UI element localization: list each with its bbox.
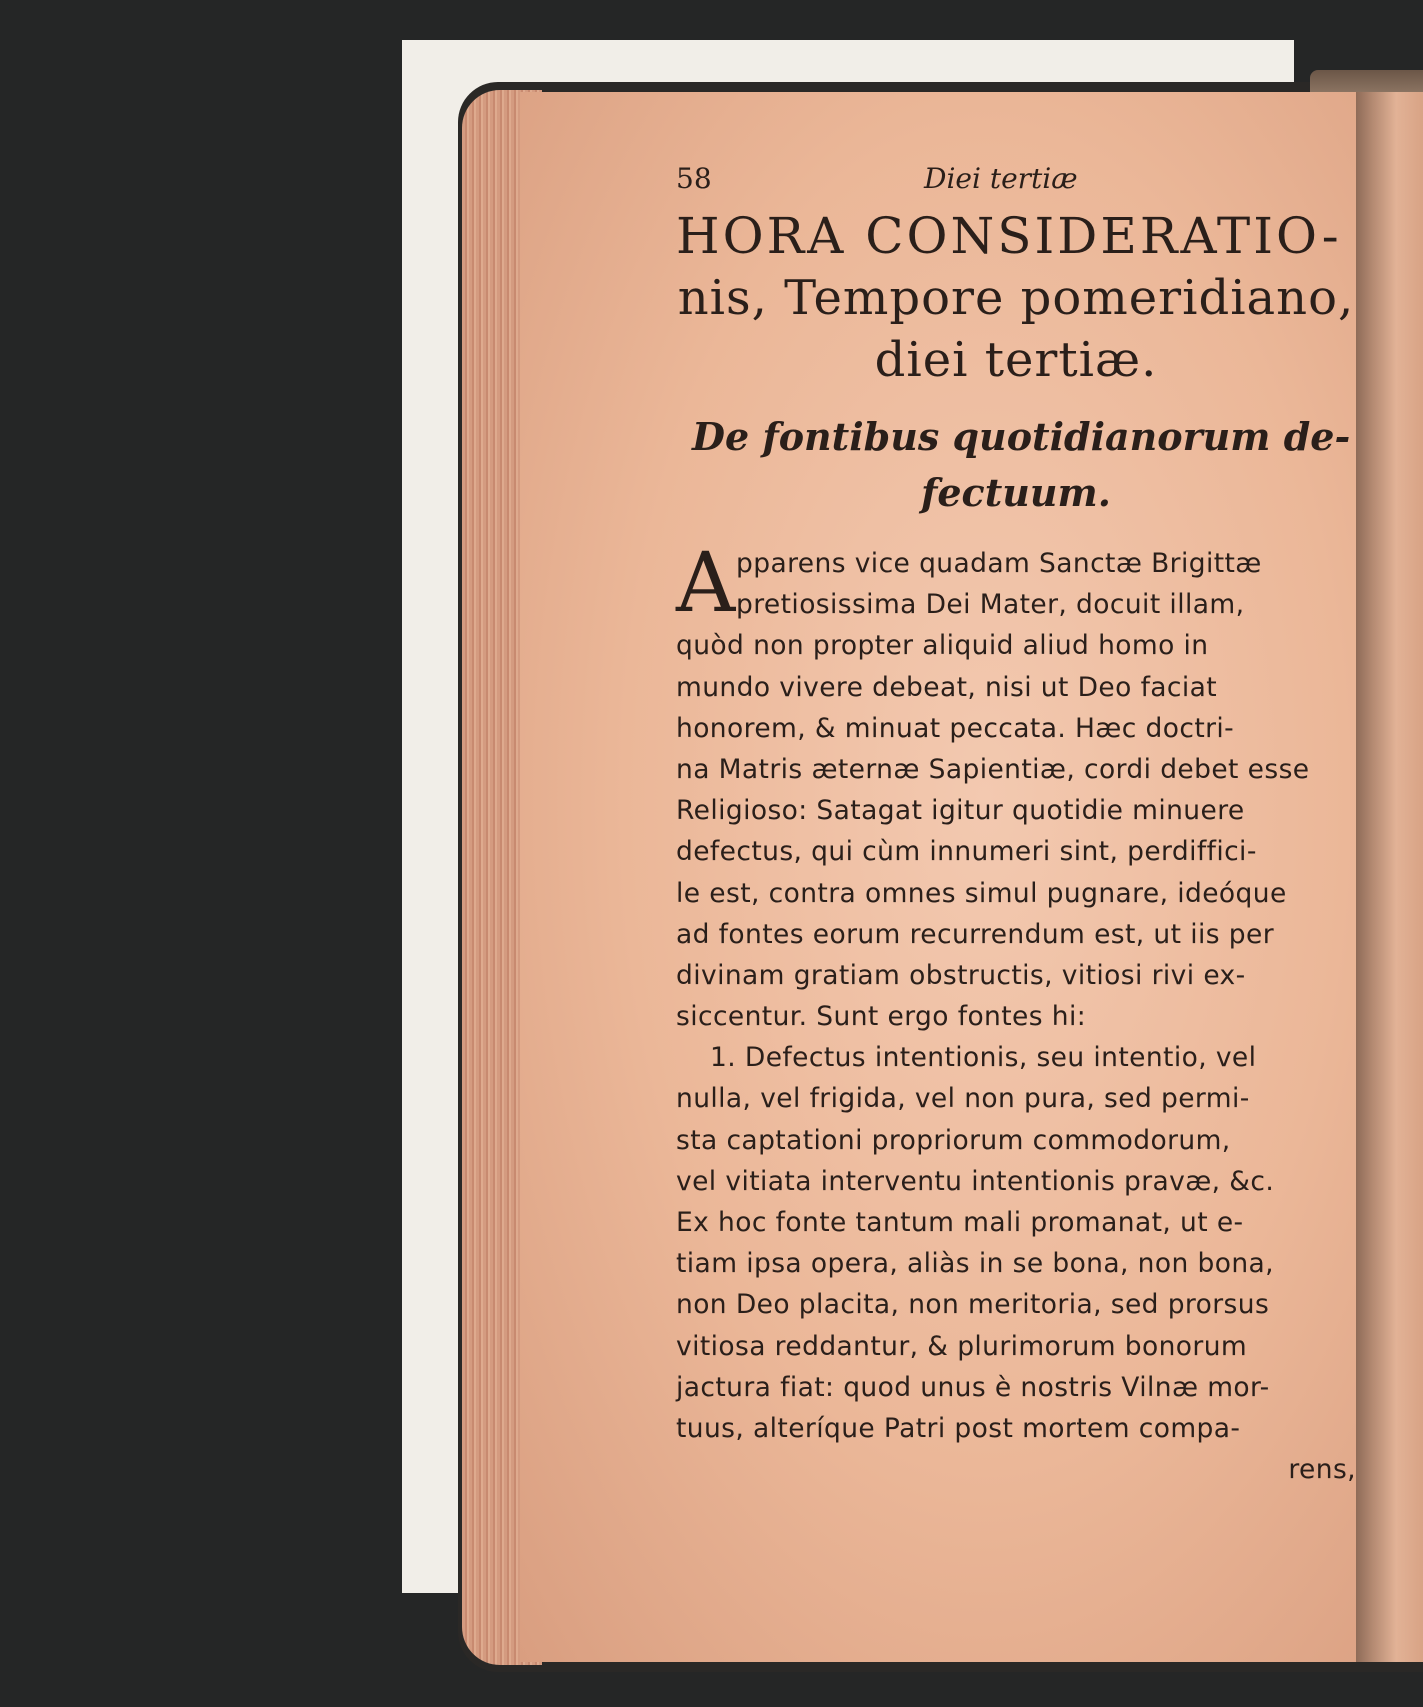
text-block bbox=[676, 150, 1356, 1490]
text-line: defectus, qui cùm innumeri sint, perdiffici- bbox=[676, 836, 1257, 868]
text-line: mundo vivere debeat, nisi ut Deo faciat bbox=[676, 671, 1218, 703]
catchword: rens, bbox=[1288, 1454, 1356, 1486]
text-line: pretiosissima Dei Mater, docuit illam, bbox=[736, 589, 1245, 621]
title-line: HORA CONSIDERATIO- bbox=[676, 207, 1342, 265]
text-line: honorem, & minuat peccata. Hæc doctri- bbox=[676, 712, 1235, 744]
running-title: Diei tertiæ bbox=[924, 162, 1078, 195]
drop-cap: A bbox=[676, 536, 736, 631]
chapter-title bbox=[676, 205, 1356, 391]
text-line: Ex hoc fonte tantum mali promanat, ut e- bbox=[676, 1207, 1244, 1238]
text-line: non Deo placita, non meritoria, sed prorsus bbox=[676, 1289, 1270, 1321]
text-line: tuus, alteríque Patri post mortem compa- bbox=[676, 1412, 1241, 1444]
text-line: na Matris æternæ Sapientiæ, cordi debet esse bbox=[676, 753, 1310, 785]
text-line: siccentur. Sunt ergo fontes hi: bbox=[676, 1001, 1087, 1033]
text-line: vitiosa reddantur, & plurimorum bonorum bbox=[676, 1330, 1248, 1362]
text-line: tiam ipsa opera, aliàs in se bona, non bona, bbox=[676, 1248, 1274, 1280]
text-line: quòd non propter aliquid aliud homo in bbox=[676, 630, 1209, 662]
chapter-subtitle bbox=[676, 409, 1356, 521]
text-line: pparens vice quadam Sanctæ Brigittæ bbox=[736, 548, 1262, 579]
text-line: Religioso: Satagat igitur quotidie minuere bbox=[676, 795, 1245, 827]
page-gutter bbox=[1356, 92, 1423, 1662]
text-line: 1. Defectus intentionis, seu intentio, vel bbox=[710, 1042, 1257, 1074]
title-line: nis, Tempore pomeridiano, bbox=[677, 270, 1355, 326]
subtitle-line: De fontibus quotidianorum de- bbox=[692, 414, 1351, 459]
subtitle-line: fectuum. bbox=[921, 470, 1111, 515]
page-number: 58 bbox=[676, 162, 712, 195]
running-head bbox=[676, 150, 1356, 205]
text-line: ad fontes eorum recurrendum est, ut iis per bbox=[676, 918, 1274, 950]
body-text bbox=[676, 536, 1356, 1490]
text-line: jactura fiat: quod unus è nostris Vilnæ mor- bbox=[676, 1371, 1270, 1403]
text-line: vel vitiata interventu intentionis pravæ, &c. bbox=[676, 1165, 1275, 1197]
text-line: sta captationi propriorum commodorum, bbox=[676, 1124, 1231, 1156]
text-line: le est, contra omnes simul pugnare, ideóque bbox=[676, 877, 1287, 909]
opening-paragraph bbox=[676, 536, 1356, 631]
text-line: nulla, vel frigida, vel non pura, sed permi- bbox=[676, 1083, 1250, 1115]
title-line: diei tertiæ. bbox=[874, 332, 1158, 388]
text-line: divinam gratiam obstructis, vitiosi rivi ex- bbox=[676, 959, 1246, 991]
